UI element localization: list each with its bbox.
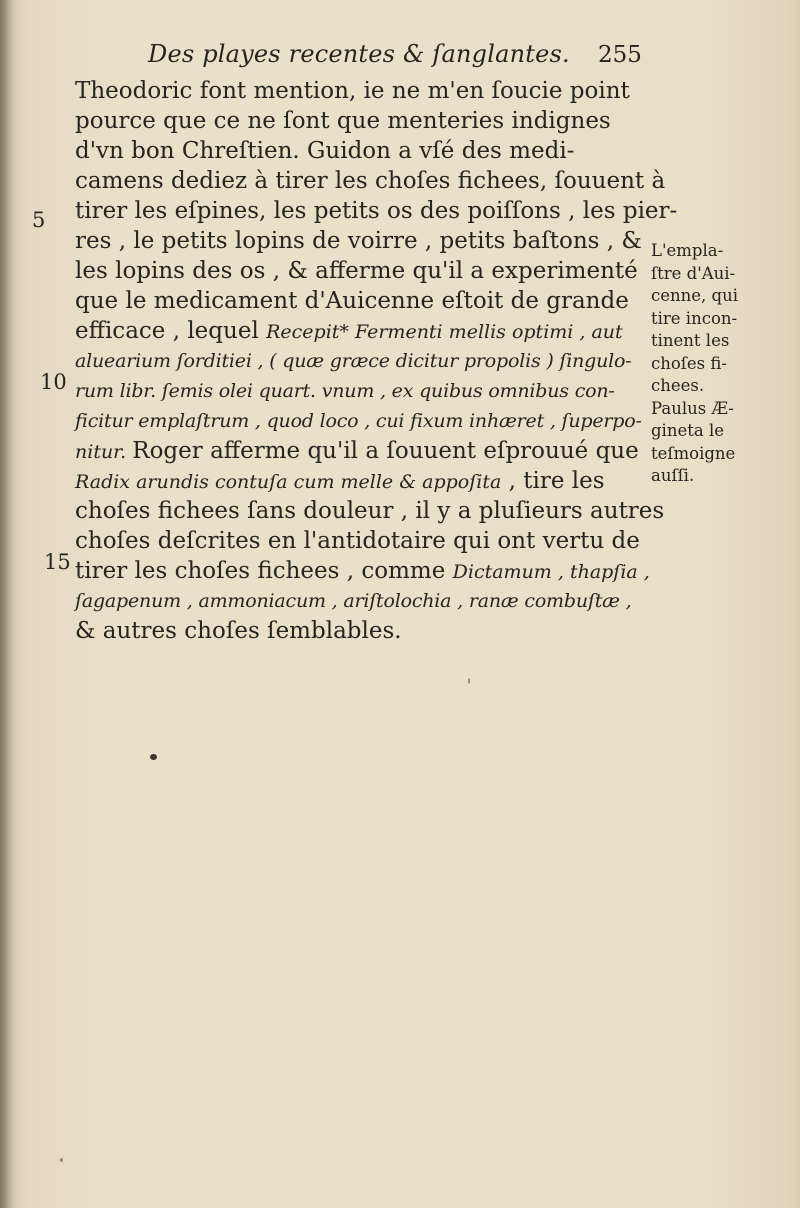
text-line bbox=[75, 556, 650, 586]
roman-run: Roger afferme qu'il a ſouuent eſprouué que bbox=[132, 438, 639, 464]
roman-run: , tire les bbox=[501, 468, 605, 494]
italic-run: Recepit* Fermenti mellis optimi , aut bbox=[266, 321, 623, 343]
text-line: Theodoric font mention, ie ne m'en ſoucie point bbox=[75, 78, 630, 104]
line-number-15: 15 bbox=[44, 550, 71, 574]
margin-line: teſmoigne bbox=[651, 443, 736, 463]
italic-run: Radix arundis contuſa cum melle & appoſita bbox=[75, 471, 502, 493]
line-number-5: 5 bbox=[32, 208, 46, 232]
roman-run: tirer les choſes fichees , comme bbox=[75, 558, 453, 584]
page-number: 255 bbox=[598, 42, 642, 68]
margin-line: auſſi. bbox=[651, 466, 695, 485]
italic-run: nitur. bbox=[75, 441, 133, 463]
running-title: Des playes recentes & ſanglantes. bbox=[148, 40, 570, 68]
line-number-10: 10 bbox=[40, 370, 67, 394]
text-line: ficitur emplaſtrum , quod loco , cui fixum inhæret , ſuperpo- bbox=[75, 410, 642, 432]
text-line bbox=[75, 466, 650, 496]
margin-line: tire incon- bbox=[651, 308, 738, 328]
text-line: tirer les eſpines, les petits os des poiſſons , les pier- bbox=[75, 198, 678, 224]
text-line: aluearium ſorditiei , ( quæ græce dicitur propolis ) ſingulo- bbox=[75, 350, 632, 372]
marginal-note bbox=[651, 240, 791, 488]
ink-speck bbox=[468, 678, 470, 684]
ink-speck bbox=[60, 1158, 63, 1162]
roman-run: efficace , lequel bbox=[75, 318, 267, 344]
margin-line: chees. bbox=[651, 376, 705, 395]
margin-line: choſes fi- bbox=[651, 353, 727, 373]
text-line: choſes fichees ſans douleur , il y a pluſieurs autres bbox=[75, 498, 665, 524]
text-line bbox=[75, 316, 650, 346]
text-line: les lopins des os , & afferme qu'il a experimenté bbox=[75, 258, 638, 284]
text-line: d'vn bon Chreſtien. Guidon a vſé des medi- bbox=[75, 138, 575, 164]
margin-line: cenne, qui bbox=[651, 286, 738, 305]
text-line: rum libr. ſemis olei quart. vnum , ex quibus omnibus con- bbox=[75, 380, 615, 402]
margin-line: gineta le bbox=[651, 421, 724, 440]
text-line: & autres choſes ſemblables. bbox=[75, 618, 402, 644]
text-line: ſagapenum , ammoniacum , ariſtolochia , ranæ combuſtæ , bbox=[75, 590, 632, 612]
gutter-shadow bbox=[0, 0, 14, 1208]
text-line: que le medicament d'Auicenne eſtoit de grande bbox=[75, 288, 629, 314]
margin-line: tinent les bbox=[651, 331, 730, 350]
text-line bbox=[75, 436, 650, 466]
margin-line: ſtre d'Aui- bbox=[651, 263, 736, 283]
text-line: pource que ce ne ſont que menteries indignes bbox=[75, 108, 611, 134]
text-line: choſes deſcrites en l'antidotaire qui ont vertu de bbox=[75, 528, 640, 554]
margin-line: L'empla- bbox=[651, 241, 724, 260]
margin-line: Paulus Æ- bbox=[651, 398, 734, 418]
italic-run: Dictamum , thapſia , bbox=[452, 561, 650, 583]
ink-speck bbox=[150, 754, 157, 760]
text-line: camens dediez à tirer les choſes fichees, ſouuent à bbox=[75, 168, 666, 194]
text-line: res , le petits lopins de voirre , petits baſtons , & bbox=[75, 228, 642, 254]
